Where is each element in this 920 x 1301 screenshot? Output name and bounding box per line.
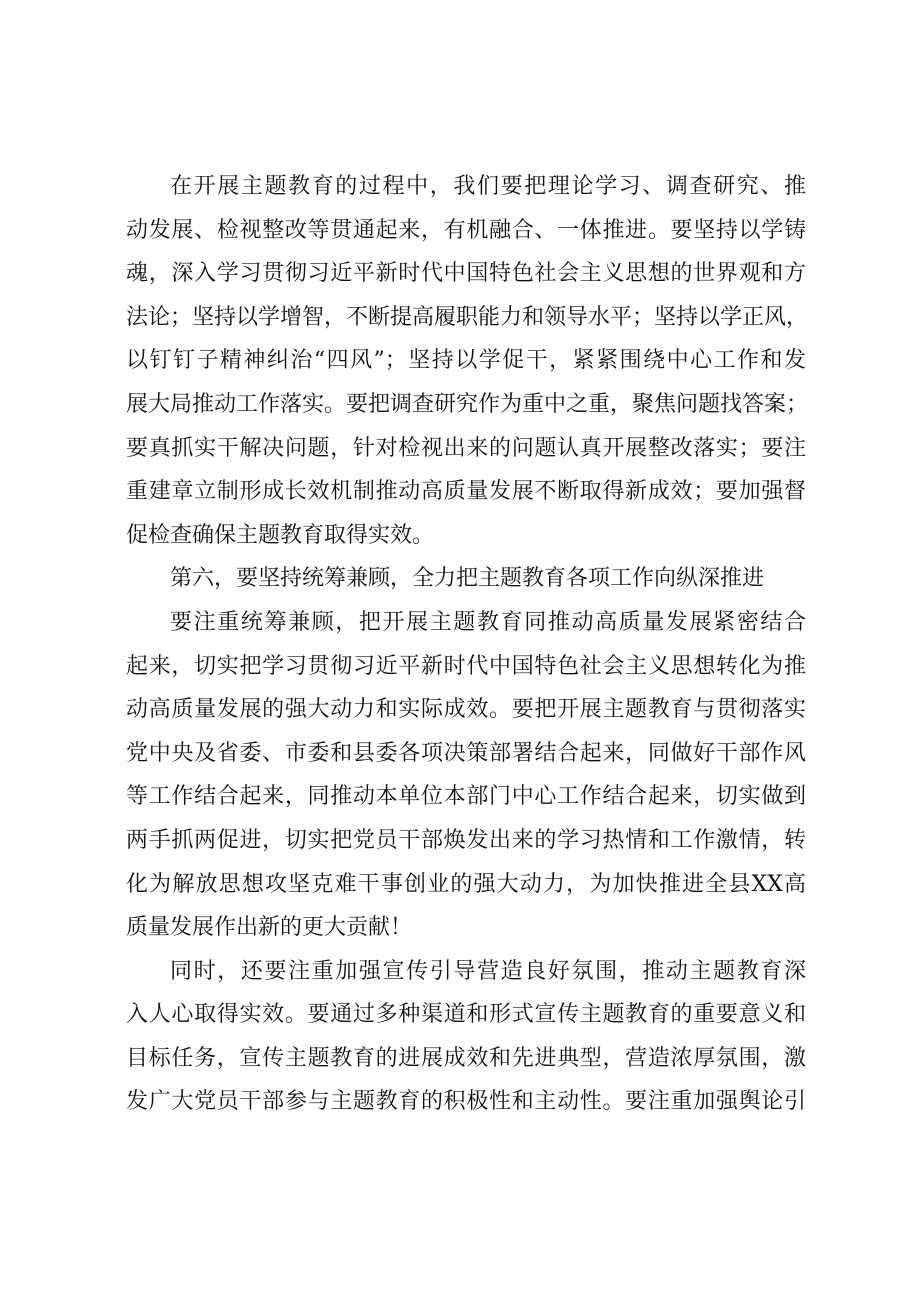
text-line: 同时，还要注重加强宣传引导营造良好氛围，推动主题教育深: [170, 958, 806, 984]
text-line: 入人心取得实效。要通过多种渠道和形式宣传主题教育的重要意义和: [126, 1002, 806, 1028]
text-line: 以钉钉子精神纠治“四风”；坚持以学促干，紧紧围绕中心工作和发: [126, 348, 806, 374]
text-line: 展大局推动工作落实。要把调查研究作为重中之重，聚焦问题找答案；: [126, 391, 809, 417]
text-line: 促检查确保主题教育取得实效。: [126, 522, 435, 548]
text-line: 起来，切实把学习贯彻习近平新时代中国特色社会主义思想转化为推: [126, 653, 806, 679]
text-line: 两手抓两促进，切实把党员干部焕发出来的学习热情和工作激情，转: [126, 827, 806, 853]
document-body: [126, 165, 809, 1124]
text-line: 动发展、检视整改等贯通起来，有机融合、一体推进。要坚持以学铸: [126, 217, 806, 243]
text-line: 要注重统筹兼顾，把开展主题教育同推动高质量发展紧密结合: [170, 609, 806, 635]
text-line: 魂，深入学习贯彻习近平新时代中国特色社会主义思想的世界观和方: [126, 261, 806, 287]
text-line: 要真抓实干解决问题，针对检视出来的问题认真开展整改落实；要注: [126, 435, 806, 461]
text-line: 目标任务，宣传主题教育的进展成效和先进典型，营造浓厚氛围，激: [126, 1045, 806, 1071]
paragraph-4: [126, 950, 806, 1124]
text-line: 第六，要坚持统筹兼顾，全力把主题教育各项工作向纵深推进: [170, 566, 765, 592]
section-heading: [126, 557, 806, 601]
text-line: 化为解放思想攻坚克难干事创业的强大动力，为加快推进全县XX高: [126, 871, 806, 897]
text-line: 动高质量发展的强大动力和实际成效。要把开展主题教育与贯彻落实: [126, 697, 806, 723]
paragraph-1: [126, 165, 809, 557]
paragraph-3: [126, 601, 806, 950]
text-line: 在开展主题教育的过程中，我们要把理论学习、调查研究、推: [170, 174, 806, 199]
text-line: 质量发展作出新的更大贡献！: [126, 915, 413, 941]
text-line: 党中央及省委、市委和县委各项决策部署结合起来，同做好干部作风: [126, 740, 806, 766]
text-line: 发广大党员干部参与主题教育的积极性和主动性。要注重加强舆论引: [126, 1089, 806, 1115]
text-line: 法论；坚持以学增智，不断提高履职能力和领导水平；坚持以学正风，: [126, 304, 809, 330]
text-line: 等工作结合起来，同推动本单位本部门中心工作结合起来，切实做到: [126, 784, 806, 810]
text-line: 重建章立制形成长效机制推动高质量发展不断取得新成效；要加强督: [126, 479, 806, 505]
